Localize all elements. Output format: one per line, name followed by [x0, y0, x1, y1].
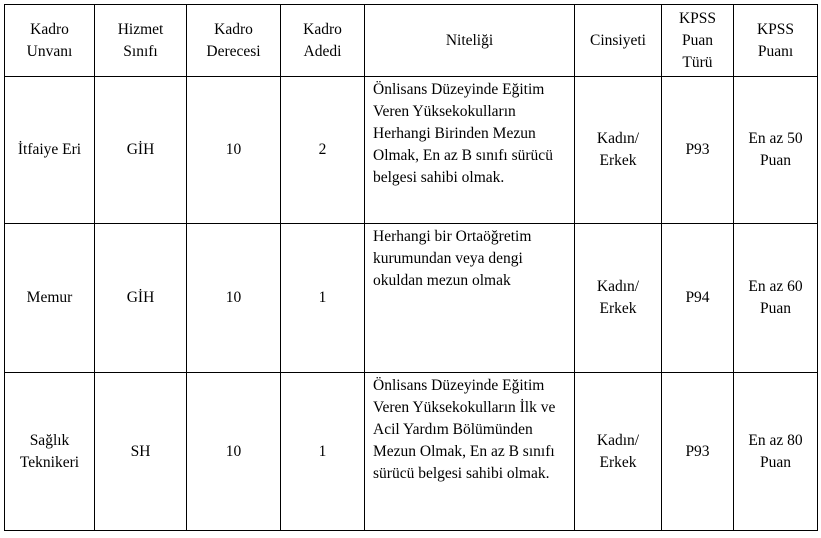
cell-adet: 1 — [281, 373, 365, 531]
cell-cinsiyet: Kadın/ Erkek — [575, 373, 662, 531]
header-kadro-adedi: Kadro Adedi — [281, 5, 365, 77]
cell-cinsiyet: Kadın/ Erkek — [575, 77, 662, 224]
cell-derece: 10 — [187, 77, 281, 224]
header-kpss-puani: KPSS Puanı — [734, 5, 818, 77]
header-hizmet-sinifi: Hizmet Sınıfı — [95, 5, 187, 77]
cell-puan-turu: P93 — [662, 373, 734, 531]
header-kadro-derecesi: Kadro Derecesi — [187, 5, 281, 77]
cell-puan: En az 80 Puan — [734, 373, 818, 531]
cell-adet: 1 — [281, 224, 365, 373]
cell-unvan: Memur — [5, 224, 95, 373]
cell-hizmet: GİH — [95, 77, 187, 224]
cell-nitelik: Herhangi bir Ortaöğretim kurumundan veya dengi okuldan mezun olmak — [365, 224, 575, 373]
cell-unvan: Sağlık Teknikeri — [5, 373, 95, 531]
header-kadro-unvani: Kadro Unvanı — [5, 5, 95, 77]
header-kpss-puan-turu: KPSS Puan Türü — [662, 5, 734, 77]
header-niteligi: Niteliği — [365, 5, 575, 77]
cell-derece: 10 — [187, 224, 281, 373]
cell-puan-turu: P94 — [662, 224, 734, 373]
table-row — [5, 373, 818, 531]
cell-adet: 2 — [281, 77, 365, 224]
header-cinsiyeti: Cinsiyeti — [575, 5, 662, 77]
kadro-table — [4, 4, 818, 531]
cell-nitelik: Önlisans Düzeyinde Eğitim Veren Yüksekokulların Herhangi Birinden Mezun Olmak, En az B sınıfı sürücü belgesi sahibi olmak. — [365, 77, 575, 224]
cell-puan: En az 50 Puan — [734, 77, 818, 224]
cell-nitelik: Önlisans Düzeyinde Eğitim Veren Yüksekokulların İlk ve Acil Yardım Bölümünden Mezun Olmak, En az B sınıfı sürücü belgesi sahibi olmak. — [365, 373, 575, 531]
cell-puan: En az 60 Puan — [734, 224, 818, 373]
cell-unvan: İtfaiye Eri — [5, 77, 95, 224]
cell-derece: 10 — [187, 373, 281, 531]
cell-cinsiyet: Kadın/ Erkek — [575, 224, 662, 373]
cell-puan-turu: P93 — [662, 77, 734, 224]
cell-hizmet: GİH — [95, 224, 187, 373]
header-row — [5, 5, 818, 77]
cell-hizmet: SH — [95, 373, 187, 531]
table-row — [5, 224, 818, 373]
table-row — [5, 77, 818, 224]
